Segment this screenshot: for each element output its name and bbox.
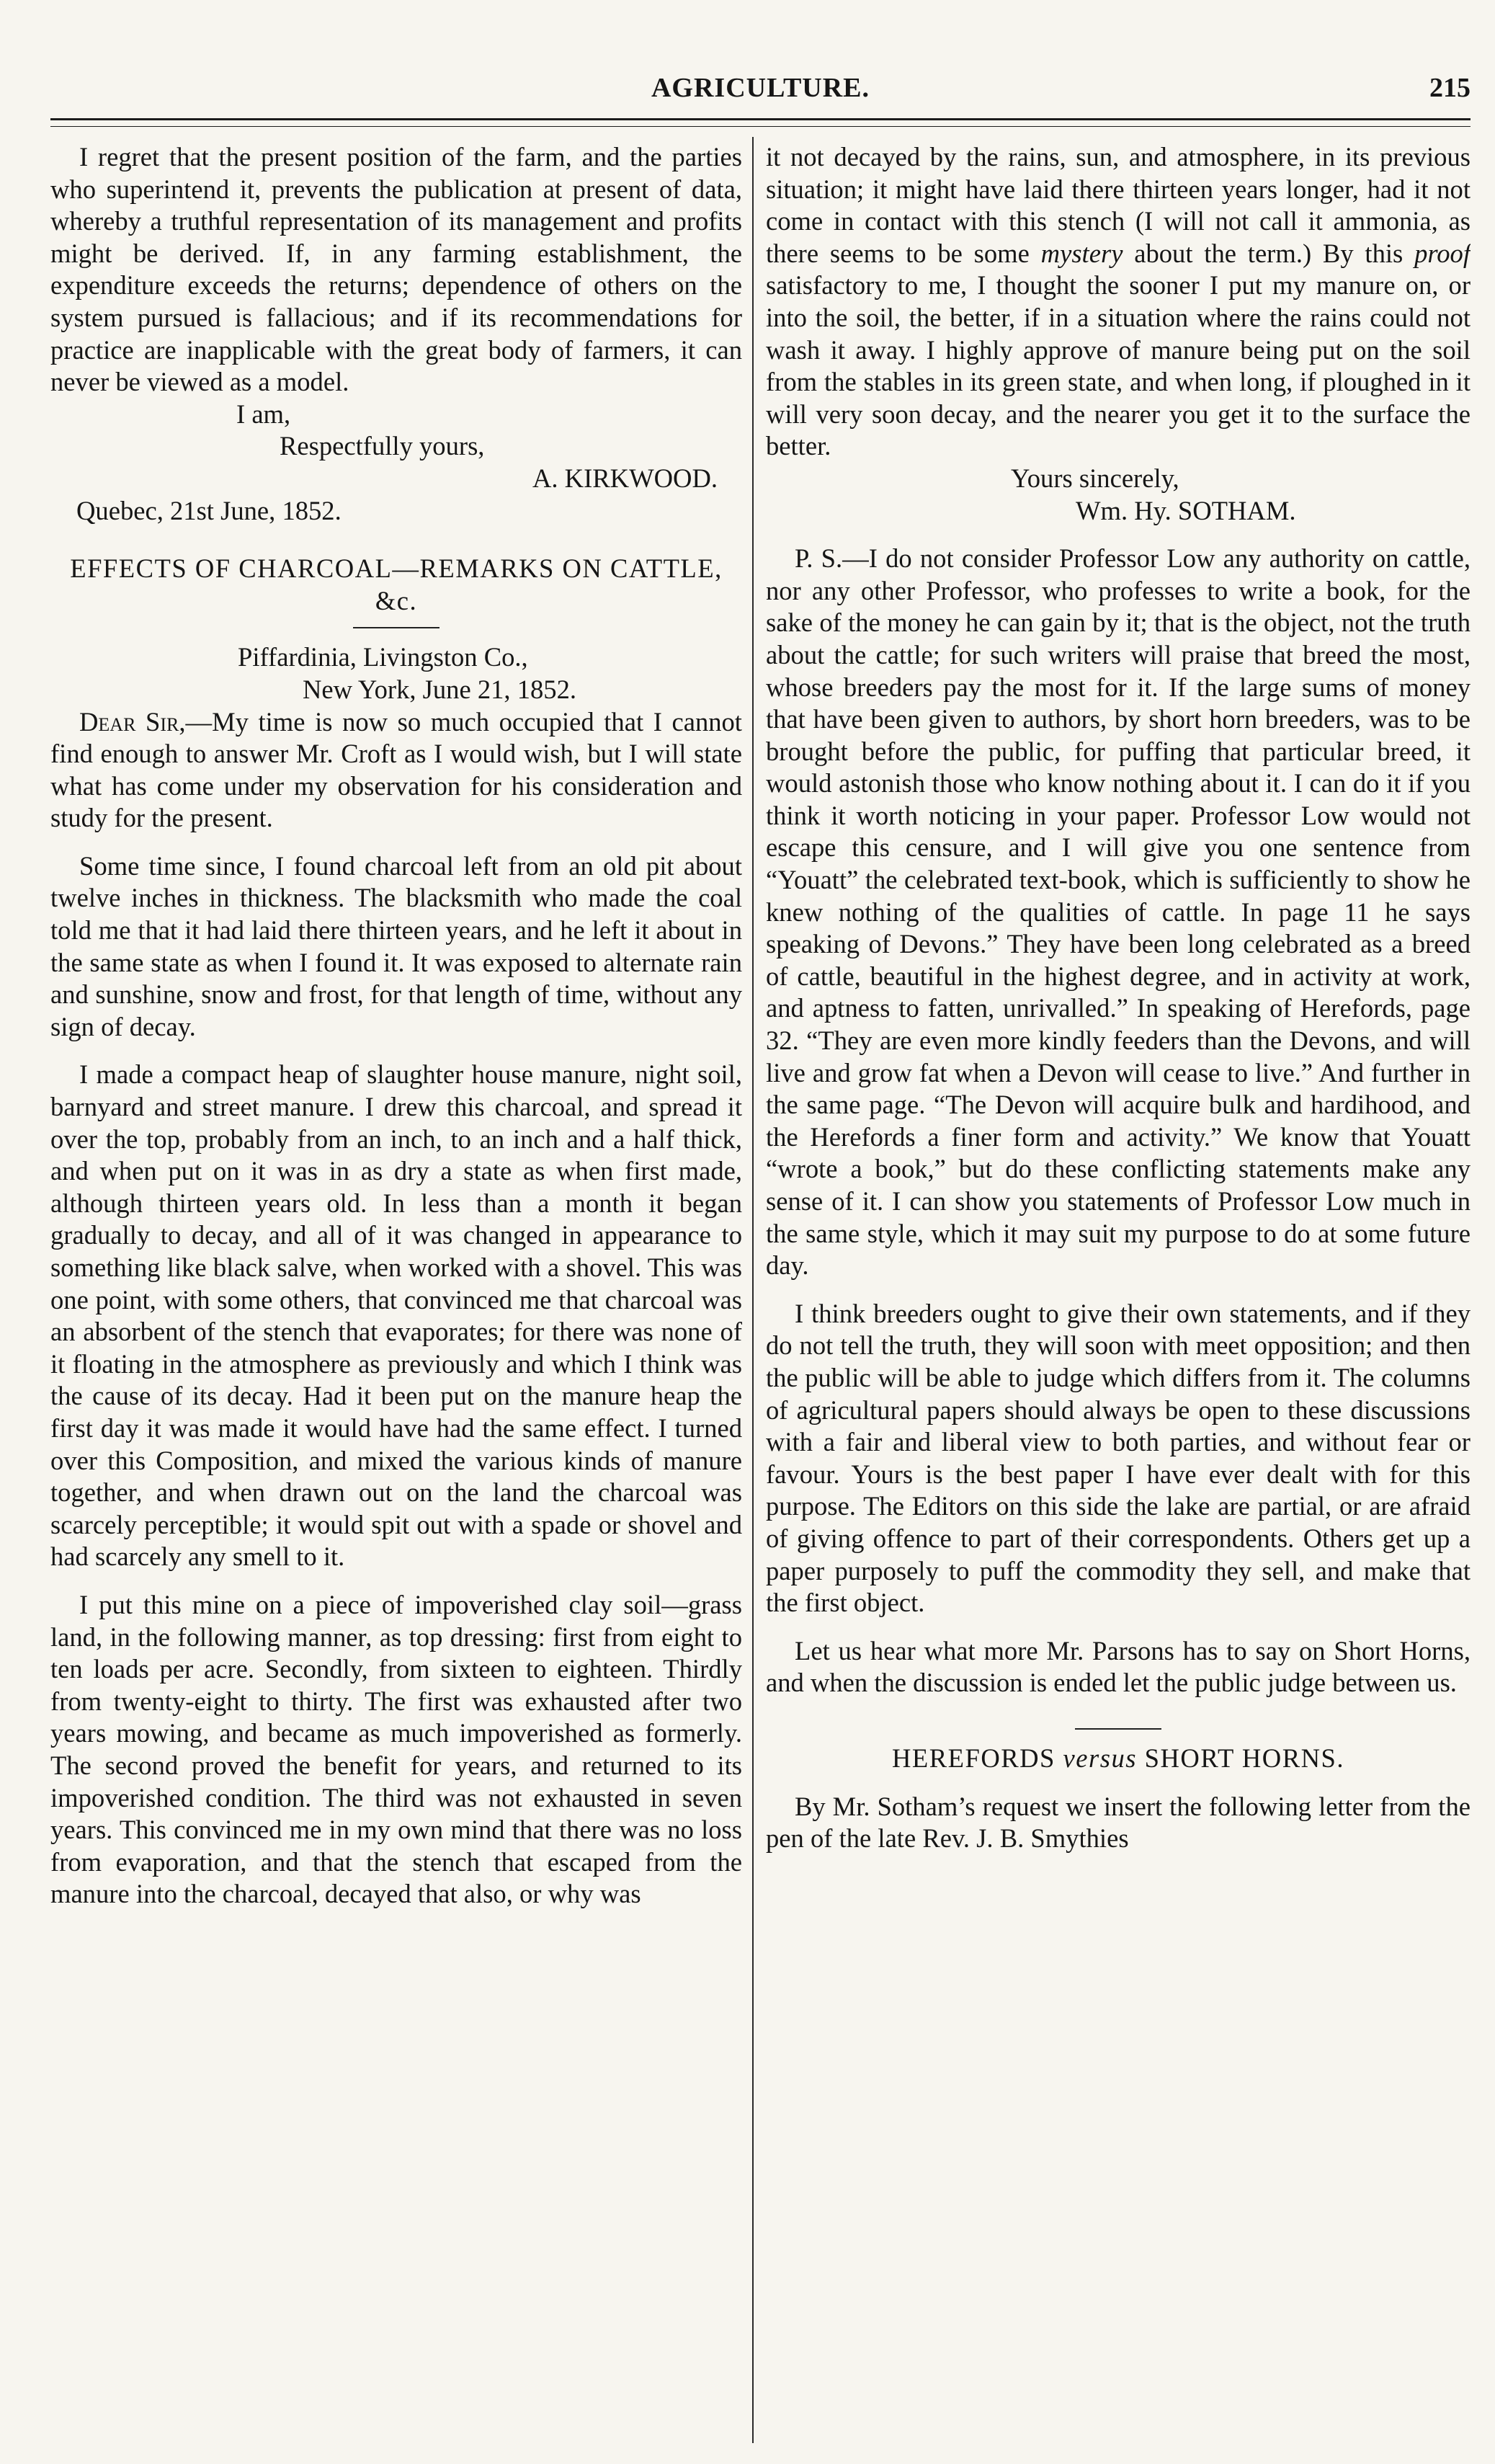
parsons-paragraph: Let us hear what more Mr. Parsons has to say on Short Horns, and when the discussion is ended let the public judge between us. (766, 1635, 1471, 1698)
place-line-2: New York, June 21, 1852. (303, 674, 577, 704)
kirkwood-signature: A. KIRKWOOD. (532, 463, 718, 493)
sotham-paragraph (766, 141, 1471, 463)
breeders-paragraph: I think breeders ought to give their own statements, and if they do not tell the truth, they will soon with meet opposition; and then the public will be able to judge which differs from it. The columns of agricultural papers should always be open to these discussions with a fair and liberal view to both parties, and without fear or favour. Yours is the best paper I have ever dealt with for this purpose. The Editors on this side the lake are partial, or are afraid of giving offence to part of their correspondents. Others get up a paper purposely to puff the commodity they sell, and make that the first object. (766, 1298, 1471, 1618)
salutation: Dear Sir, (79, 706, 186, 737)
charcoal-paragraph-2: I made a compact heap of slaughter house manure, night soil, barnyard and street manure. I drew this charcoal, and spread it over the top, probably from an inch, to an inch and a half thick, and when put on it was in as dry a state as when first made, although thirteen years old. In less than a month it began gradually to decay, and all of it was changed in appearance to something like black salve, when worked with a shovel. This was one point, with some others, that convinced me that charcoal was an absorbent of the stench that evaporates; for there was none of it floating in the atmosphere as previously and which I think was the cause of its decay. Had it been put on the manure heap the first day it was made it would have had the same effect. I turned over this Composition, and mixed the various kinds of manure together, and when drawn out on the land the charcoal was scarcely perceptible; it would spit out with a spade or shovel and had scarcely any smell to it. (50, 1059, 742, 1572)
dear-sir-text: —My time is now so much occupied that I cannot find enough to answer Mr. Croft as I would wish, but I will state what has come under my observation for his consideration and study for the present. (50, 706, 742, 833)
place-line-1: Piffardinia, Livingston Co., (238, 642, 528, 672)
smythies-intro: By Mr. Sotham’s request we insert the following letter from the pen of the late Rev. J. B. Smythies (766, 1791, 1471, 1854)
sotham-signature: Wm. Hy. SOTHAM. (1076, 495, 1296, 525)
herefords-heading-versus: versus (1063, 1743, 1138, 1773)
sotham-em-mystery: mystery (1040, 238, 1123, 268)
charcoal-paragraph-3: I put this mine on a piece of impoverished clay soil—grass land, in the following manner, as top dressing: first from eight to ten loads per acre. Secondly, from sixteen to eighteen. Thirdly from twenty-eight to thirty. The first was exhausted after two years mowing, and became as much impoverished as formerly. The second proved the benefit for years, and returned to its impoverished condition. The third was not exhausted in seven years. This convinced me in my own mind that there was no loss from evaporation, and that the stench that escaped from the manure into the charcoal, decayed that also, or why was (50, 1589, 742, 1909)
heading-rule (353, 627, 439, 628)
running-title: AGRICULTURE. (651, 73, 870, 103)
section-rule (1075, 1728, 1161, 1730)
left-column (50, 141, 742, 2440)
sotham-text-c: satisfactory to me, I thought the sooner I put my manure on, or into the soil, the better, if in a situation where the rains could not wash it away. I highly approve of manure being put on the soil from the stables in its green state, and when long, if ploughed in it will very soon decay, and the nearer you get it to the surface the better. (766, 270, 1471, 461)
charcoal-heading: EFFECTS OF CHARCOAL—REMARKS ON CATTLE, &c. (70, 553, 723, 615)
closing-respectfully: Respectfully yours, (280, 431, 485, 461)
sotham-closing: Yours sincerely, (1011, 463, 1179, 493)
herefords-heading-b: SHORT HORNS. (1137, 1743, 1344, 1773)
charcoal-paragraph-1: Some time since, I found charcoal left from an old pit about twelve inches in thickness. The blacksmith who made the coal told me that it had laid there thirteen years, and he left it about in the same state as when I found it. It was exposed to alternate rain and sunshine, snow and frost, for that length of time, without any sign of decay. (50, 850, 742, 1041)
page-number: 215 (1429, 73, 1471, 103)
closing-i-am: I am, (236, 399, 291, 429)
postscript-paragraph: P. S.—I do not consider Professor Low any authority on cattle, nor any other Professor, who professes to write a book, for the sake of the money he can gain by it; that is the object, not the truth about the cattle; for such writers will praise that breed the most, whose breeders pay the most for it. If the large sums of money that have been given to authors, by short horn breeders, was to be brought before the public, for puffing that particular breed, it would astonish those who know nothing about it. I can do it if you think it worth noticing in your paper. Professor Low would not escape this censure, and I will give you one sentence from “Youatt” the celebrated text-book, which is sufficiently to show he knew nothing of the qualities of cattle. In page 11 he says speaking of Devons.” They have been long celebrated as a breed of cattle, beautiful in the highest degree, and in activity at work, and aptness to fatten, unrivalled.” In speaking of Herefords, page 32. “They are even more kindly feeders than the Devons, and will live and grow fat when a Devon will cease to live.” And further in the same page. “The Devon will acquire bulk and hardihood, and the Herefords a finer form and activity.” We know that Youatt “wrote a book,” but do these conflicting statements make any sense of it. I can show you statements of Professor Low much in the same style, which it may suit my purpose to do at some future day. (766, 543, 1471, 1281)
herefords-heading (766, 1743, 1471, 1775)
herefords-heading-a: HEREFORDS (891, 1743, 1063, 1773)
column-divider (752, 137, 754, 2443)
sotham-text-a: it not decayed by the rains, sun, and atmosphere, in its previous situation; it might have laid there thirteen years longer, had it not come in contact with this stench (I will not call it ammonia, as there seems to be some (766, 142, 1471, 268)
dear-sir-paragraph (50, 706, 742, 835)
sotham-text-b: about the term.) By this (1123, 238, 1415, 268)
sotham-em-proof: proof (1414, 238, 1471, 268)
quebec-date: Quebec, 21st June, 1852. (76, 495, 342, 525)
page-header (50, 72, 1471, 117)
kirkwood-paragraph: I regret that the present position of the farm, and the parties who superintend it, prevents the publication at present of data, whereby a truthful representation of its management and profits might be derived. If, in any farming establishment, the expenditure exceeds the returns; dependence of others on the system pursued is fallacious; and if its recommendations for practice are inapplicable with the great body of farmers, it can never be viewed as a model. (50, 142, 742, 397)
right-column (766, 141, 1471, 2440)
header-rule (50, 118, 1471, 127)
